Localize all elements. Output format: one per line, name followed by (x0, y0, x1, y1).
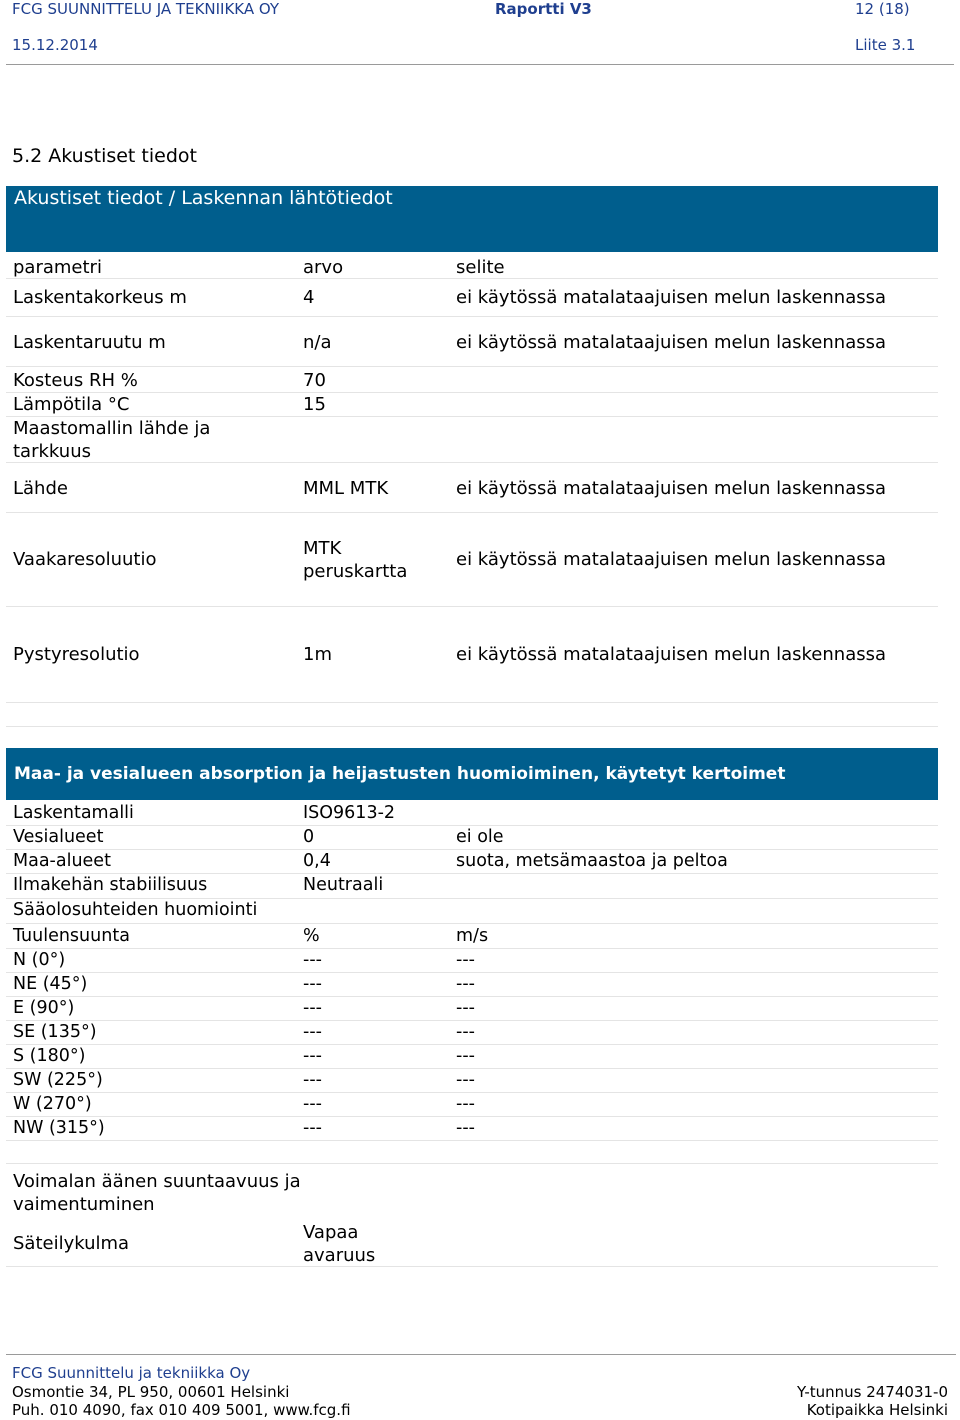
description-cell: --- (456, 974, 475, 994)
parameter-cell: Ilmakehän stabiilisuus (13, 875, 208, 895)
subheading-cell: Sääolosuhteiden huomiointi (13, 900, 258, 920)
footer-address: Osmontie 34, PL 950, 00601 Helsinki (12, 1383, 290, 1401)
description-cell: --- (456, 998, 475, 1018)
table-row (6, 393, 938, 417)
parameter-cell: Laskentakorkeus m (13, 287, 187, 308)
description-cell: ei ole (456, 827, 504, 847)
table-row (6, 1117, 938, 1141)
table-spacer-row (6, 704, 938, 727)
description-cell: suota, metsämaastoa ja peltoa (456, 851, 728, 871)
table-row (6, 1045, 938, 1069)
value-cell: 70 (303, 370, 326, 391)
description-cell: --- (456, 1022, 475, 1042)
description-cell: ei käytössä matalataajuisen melun laskennassa (456, 478, 887, 499)
value-cell: --- (303, 1094, 322, 1114)
value-cell: --- (303, 1022, 322, 1042)
footer-domicile: Kotipaikka Helsinki (806, 1401, 948, 1419)
table2-title-banner (6, 748, 938, 800)
table-row (6, 850, 938, 874)
value-cell: --- (303, 974, 322, 994)
value-cell: --- (303, 1070, 322, 1090)
parameter-cell: Lähde (13, 478, 68, 499)
parameter-cell: Pystyresolutio (13, 644, 140, 665)
header-company: FCG SUUNNITTELU JA TEKNIIKKA OY (12, 0, 280, 18)
description-cell: --- (456, 1070, 475, 1090)
parameter-cell: Laskentaruutu m (13, 332, 166, 353)
description-cell: ei käytössä matalataajuisen melun laskennassa (456, 549, 887, 570)
table1-header-row (6, 254, 938, 279)
header-report: Raportti V3 (495, 0, 592, 18)
table-subheading-row (6, 417, 938, 463)
footer-company: FCG Suunnittelu ja tekniikka Oy (12, 1364, 251, 1382)
footer-business-id: Y-tunnus 2474031-0 (796, 1383, 948, 1401)
description-cell: --- (456, 1118, 475, 1138)
table-subheading-row (6, 1170, 938, 1218)
table-row (6, 608, 938, 703)
value-cell: 0,4 (303, 851, 331, 871)
table-subheading-row (6, 899, 938, 924)
value-cell: 4 (303, 287, 315, 308)
description-cell: ei käytössä matalataajuisen melun laskennassa (456, 332, 887, 353)
header-date: 15.12.2014 (12, 36, 98, 54)
parameter-cell: SE (135°) (13, 1022, 97, 1042)
table-row (6, 874, 938, 899)
table-row (6, 949, 938, 973)
subheading-cell: Voimalan äänen suuntaavuus ja vaimentuminen (13, 1171, 301, 1215)
table-row (6, 1021, 938, 1045)
parameter-cell: E (90°) (13, 998, 75, 1018)
description-cell: ei käytössä matalataajuisen melun laskennassa (456, 287, 887, 308)
value-cell: MTK peruskartta (303, 538, 408, 582)
footer-rule (6, 1354, 956, 1355)
value-cell: Neutraali (303, 875, 384, 895)
table-row (6, 973, 938, 997)
description-cell: --- (456, 950, 475, 970)
header-appendix: Liite 3.1 (855, 36, 916, 54)
description-cell: m/s (456, 926, 489, 946)
description-cell: --- (456, 1094, 475, 1114)
value-cell: ISO9613-2 (303, 803, 396, 823)
value-cell: % (303, 926, 320, 946)
parameter-cell: W (270°) (13, 1094, 92, 1114)
table-row (6, 1093, 938, 1117)
value-cell: --- (303, 1118, 322, 1138)
footer-contact: Puh. 010 4090, fax 010 409 5001, www.fcg.fi (12, 1401, 351, 1419)
table-row (6, 280, 938, 317)
subheading-cell: Maastomallin lähde ja tarkkuus (13, 418, 211, 462)
table-row (6, 997, 938, 1021)
table-row (6, 1069, 938, 1093)
header-page: 12 (18) (855, 0, 910, 18)
parameter-cell: Tuulensuunta (13, 926, 130, 946)
parameter-cell: Kosteus RH % (13, 370, 138, 391)
value-cell: --- (303, 950, 322, 970)
parameter-cell: Maa-alueet (13, 851, 111, 871)
table-spacer-row (6, 1141, 938, 1164)
parameter-cell: Vaakaresoluutio (13, 549, 157, 570)
section-title: 5.2 Akustiset tiedot (12, 145, 197, 167)
header-rule (6, 64, 954, 65)
value-cell: --- (303, 1046, 322, 1066)
table-row (6, 464, 938, 513)
value-cell: 15 (303, 394, 326, 415)
column-header-description: selite (456, 257, 505, 278)
parameter-cell: Lämpötila °C (13, 394, 130, 415)
parameter-cell: Laskentamalli (13, 803, 134, 823)
table-row (6, 826, 938, 850)
parameter-cell: Säteilykulma (13, 1233, 130, 1254)
table1-title-banner (6, 186, 938, 252)
parameter-cell: S (180°) (13, 1046, 86, 1066)
parameter-cell: NW (315°) (13, 1118, 105, 1138)
table-row (6, 368, 938, 393)
parameter-cell: Vesialueet (13, 827, 104, 847)
table-row (6, 802, 938, 826)
table1-title: Akustiset tiedot / Laskennan lähtötiedot (14, 187, 393, 209)
value-cell: MML MTK (303, 478, 389, 499)
table-row (6, 318, 938, 367)
table-header-row (6, 924, 938, 949)
description-cell: --- (456, 1046, 475, 1066)
column-header-value: arvo (303, 257, 344, 278)
table-row (6, 1220, 938, 1267)
parameter-cell: NE (45°) (13, 974, 88, 994)
value-cell: 1m (303, 644, 332, 665)
column-header-parameter: parametri (13, 257, 102, 278)
table2-title: Maa- ja vesialueen absorption ja heijastusten huomioiminen, käytetyt kertoimet (14, 764, 786, 784)
parameter-cell: SW (225°) (13, 1070, 103, 1090)
parameter-cell: N (0°) (13, 950, 66, 970)
value-cell: --- (303, 998, 322, 1018)
value-cell: 0 (303, 827, 315, 847)
description-cell: ei käytössä matalataajuisen melun laskennassa (456, 644, 887, 665)
value-cell: Vapaa avaruus (303, 1222, 376, 1266)
value-cell: n/a (303, 332, 332, 353)
table-row (6, 514, 938, 607)
